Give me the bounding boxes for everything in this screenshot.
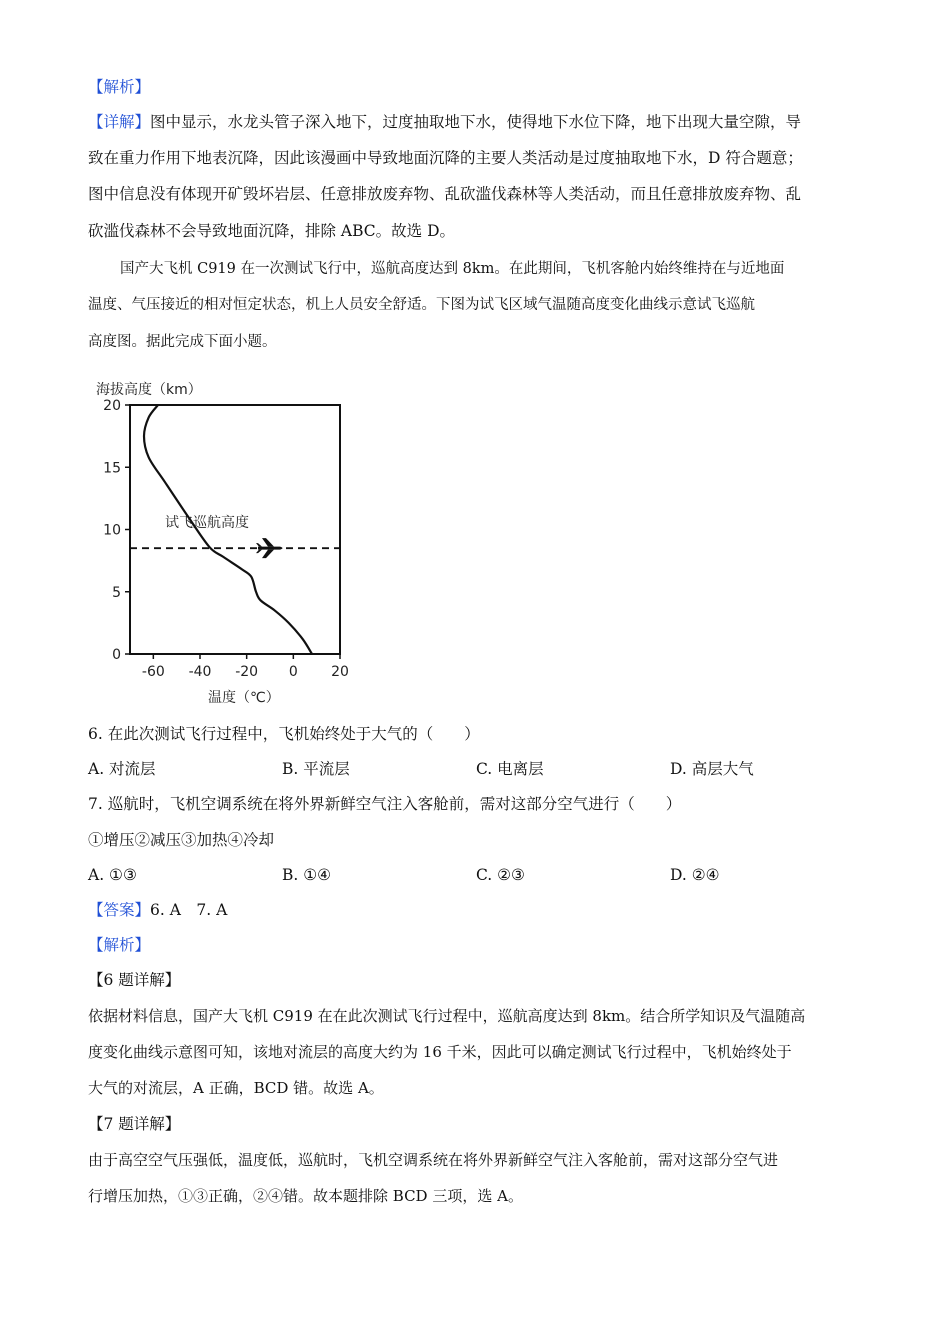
temperature-altitude-chart — [88, 372, 358, 712]
q6-option-c: C. 电离层 — [476, 760, 544, 778]
question-7-choices: ①增压②减压③加热④冷却 — [88, 831, 275, 849]
x-axis-label: 温度（℃） — [208, 690, 280, 706]
airplane-icon — [256, 538, 283, 558]
x-tick-label: -20 — [235, 664, 259, 680]
answer-label: 【答案】 — [88, 901, 151, 919]
detail-7-line: 由于高空空气压强低，温度低，巡航时，飞机空调系统在将外界新鲜空气注入客舱前，需对这部分空气进 — [88, 1151, 779, 1169]
detail-line: 砍滥伐森林不会导致地面沉降，排除 ABC。故选 D。 — [88, 222, 456, 240]
y-axis-label: 海拔高度（km） — [96, 382, 202, 398]
detail-6-line: 度变化曲线示意图可知，该地对流层的高度大约为 16 千米，因此可以确定测试飞行过程中，飞机始终处于 — [88, 1043, 792, 1061]
answer-text: 6. A 7. A — [150, 901, 228, 919]
question-6-stem: 6. 在此次测试飞行过程中，飞机始终处于大气的（ ） — [88, 725, 480, 743]
q6-option-d: D. 高层大气 — [670, 760, 754, 778]
detail-6-line: 大气的对流层，A 正确，BCD 错。故选 A。 — [88, 1079, 384, 1097]
y-tick-label: 0 — [112, 647, 121, 663]
analysis-label-2: 【解析】 — [88, 936, 151, 954]
q7-option-a: A. ①③ — [88, 866, 137, 884]
x-tick-label: -40 — [188, 664, 212, 680]
x-tick-label: 20 — [331, 664, 349, 680]
q6-option-a: A. 对流层 — [88, 760, 156, 778]
detail-7-label: 【7 题详解】 — [88, 1115, 181, 1133]
detail-line: 图中信息没有体现开矿毁坏岩层、任意排放废弃物、乱砍滥伐森林等人类活动，而且任意排放废弃物、乱 — [88, 185, 802, 203]
y-tick-label: 5 — [112, 584, 121, 601]
detail-6-label: 【6 题详解】 — [88, 971, 181, 989]
q7-option-c: C. ②③ — [476, 866, 525, 884]
x-tick-label: -60 — [141, 664, 165, 680]
analysis-label: 【解析】 — [88, 78, 151, 96]
y-tick-label: 20 — [103, 398, 121, 414]
q7-option-b: B. ①④ — [282, 866, 332, 884]
detail-text: 图中显示，水龙头管子深入地下，过度抽取地下水，使得地下水位下降，地下出现大量空隙，导 — [150, 113, 802, 131]
detail-7-line: 行增压加热，①③正确，②④错。故本题排除 BCD 三项，选 A。 — [88, 1187, 523, 1205]
detail-6-line: 依据材料信息，国产大飞机 C919 在在此次测试飞行过程中，巡航高度达到 8km。结合所学知识及气温随高 — [88, 1007, 806, 1025]
detail-line — [88, 111, 801, 133]
detail-line: 致在重力作用下地表沉降，因此该漫画中导致地面沉降的主要人类活动是过度抽取地下水，D 符合题意； — [88, 149, 803, 167]
q7-option-d: D. ②④ — [670, 866, 720, 884]
cruise-altitude-label: 试飞巡航高度 — [165, 515, 249, 532]
answer-line — [88, 899, 227, 921]
q6-option-b: B. 平流层 — [282, 760, 350, 778]
passage-line: 温度、气压接近的相对恒定状态，机上人员安全舒适。下图为试飞区域气温随高度变化曲线示意试飞巡航 — [88, 297, 755, 313]
passage-line: 高度图。据此完成下面小题。 — [88, 334, 277, 350]
passage-line: 国产大飞机 C919 在一次测试飞行中，巡航高度达到 8km。在此期间，飞机客舱内始终维持在与近地面 — [120, 261, 785, 277]
x-tick-label: 0 — [288, 664, 298, 680]
y-tick-label: 15 — [103, 460, 121, 477]
y-tick-label: 10 — [103, 522, 121, 539]
detail-label: 【详解】 — [88, 113, 151, 131]
question-7-stem: 7. 巡航时，飞机空调系统在将外界新鲜空气注入客舱前，需对这部分空气进行（ ） — [88, 795, 682, 813]
